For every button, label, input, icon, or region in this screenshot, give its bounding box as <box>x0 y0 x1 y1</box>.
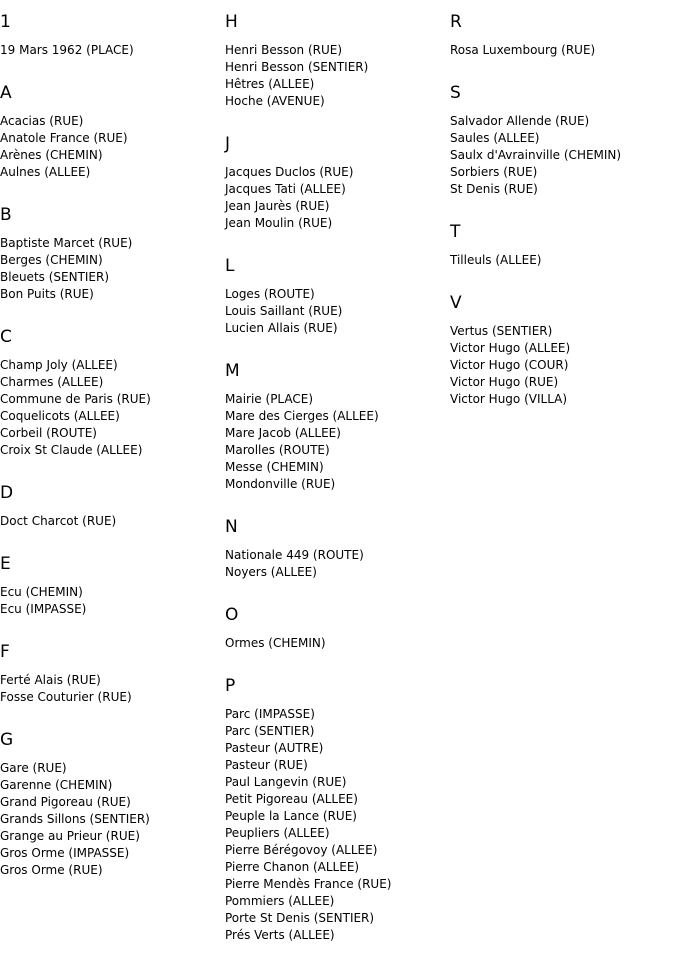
letter-section <box>225 134 450 232</box>
street-list <box>225 164 450 232</box>
street-link[interactable]: Gros Orme (IMPASSE) <box>0 846 130 860</box>
street-list <box>450 113 675 198</box>
letter-section <box>225 605 450 652</box>
street-list <box>0 672 225 706</box>
section-letter-heading: J <box>225 134 231 154</box>
letter-section <box>0 642 225 706</box>
street-link[interactable]: Victor Hugo (COUR) <box>450 358 569 372</box>
street-list <box>450 42 675 59</box>
street-link[interactable]: Ecu (CHEMIN) <box>0 585 83 599</box>
street-link[interactable]: Saules (ALLEE) <box>450 131 540 145</box>
street-link[interactable]: Marolles (ROUTE) <box>225 443 330 457</box>
street-link[interactable]: Louis Saillant (RUE) <box>225 304 343 318</box>
street-link[interactable]: Peuple la Lance (RUE) <box>225 809 357 823</box>
street-link[interactable]: Bleuets (SENTIER) <box>0 270 110 284</box>
street-link[interactable]: Parc (SENTIER) <box>225 724 315 738</box>
street-link[interactable]: Nationale 449 (ROUTE) <box>225 548 364 562</box>
street-link[interactable]: Mare des Cierges (ALLEE) <box>225 409 379 423</box>
section-letter-heading: 1 <box>0 12 11 32</box>
letter-section <box>225 256 450 337</box>
section-letter-heading: T <box>450 222 461 242</box>
letter-section <box>0 554 225 618</box>
street-link[interactable]: Pierre Bérégovoy (ALLEE) <box>225 843 378 857</box>
street-link[interactable]: Victor Hugo (ALLEE) <box>450 341 571 355</box>
street-link[interactable]: Vertus (SENTIER) <box>450 324 553 338</box>
street-link[interactable]: Noyers (ALLEE) <box>225 565 317 579</box>
street-link[interactable]: Saulx d'Avrainville (CHEMIN) <box>450 148 622 162</box>
street-list <box>450 252 675 269</box>
section-letter-heading: N <box>225 517 238 537</box>
street-link[interactable]: Sorbiers (RUE) <box>450 165 538 179</box>
street-link[interactable]: Lucien Allais (RUE) <box>225 321 338 335</box>
section-letter-heading: D <box>0 483 14 503</box>
street-link[interactable]: Grange au Prieur (RUE) <box>0 829 140 843</box>
street-link[interactable]: Tilleuls (ALLEE) <box>450 253 542 267</box>
street-list <box>0 513 225 530</box>
section-letter-heading: G <box>0 730 14 750</box>
street-link[interactable]: Parc (IMPASSE) <box>225 707 315 721</box>
street-link[interactable]: Coquelicots (ALLEE) <box>0 409 120 423</box>
street-link[interactable]: Victor Hugo (RUE) <box>450 375 559 389</box>
letter-section <box>0 83 225 181</box>
letter-section <box>0 730 225 879</box>
letter-section <box>450 83 675 198</box>
street-link[interactable]: Mondonville (RUE) <box>225 477 336 491</box>
letter-section <box>0 327 225 459</box>
section-letter-heading: F <box>0 642 10 662</box>
street-link[interactable]: Mare Jacob (ALLEE) <box>225 426 341 440</box>
street-link[interactable]: Pasteur (RUE) <box>225 758 308 772</box>
street-link[interactable]: Porte St Denis (SENTIER) <box>225 911 375 925</box>
street-link[interactable]: Acacias (RUE) <box>0 114 84 128</box>
street-link[interactable]: Croix St Claude (ALLEE) <box>0 443 143 457</box>
letter-section <box>450 222 675 269</box>
section-letter-heading: S <box>450 83 461 103</box>
letter-section <box>0 12 225 59</box>
street-link[interactable]: Jacques Duclos (RUE) <box>225 165 354 179</box>
street-link[interactable]: Victor Hugo (VILLA) <box>450 392 568 406</box>
street-list <box>450 323 675 408</box>
street-link[interactable]: Gros Orme (RUE) <box>0 863 103 877</box>
street-link[interactable]: Hêtres (ALLEE) <box>225 77 315 91</box>
street-link[interactable]: Grand Pigoreau (RUE) <box>0 795 131 809</box>
street-link[interactable]: Pierre Mendès France (RUE) <box>225 877 392 891</box>
street-link[interactable]: Champ Joly (ALLEE) <box>0 358 118 372</box>
letter-section <box>450 293 675 408</box>
street-list <box>0 584 225 618</box>
street-link[interactable]: Fosse Couturier (RUE) <box>0 690 132 704</box>
letter-section <box>225 517 450 581</box>
street-link[interactable]: Prés Verts (ALLEE) <box>225 928 335 942</box>
street-link[interactable]: Ferté Alais (RUE) <box>0 673 101 687</box>
section-letter-heading: L <box>225 256 235 276</box>
section-letter-heading: M <box>225 361 240 381</box>
letter-section <box>225 12 450 110</box>
street-list <box>0 235 225 303</box>
street-link[interactable]: Loges (ROUTE) <box>225 287 315 301</box>
street-index-column-1 <box>0 12 225 903</box>
street-link[interactable]: Pierre Chanon (ALLEE) <box>225 860 360 874</box>
street-list <box>225 706 450 944</box>
street-list <box>0 42 225 59</box>
street-list <box>0 760 225 879</box>
section-letter-heading: A <box>0 83 12 103</box>
letter-section <box>0 483 225 530</box>
street-link[interactable]: Mairie (PLACE) <box>225 392 314 406</box>
street-link[interactable]: Jean Moulin (RUE) <box>225 216 333 230</box>
street-link[interactable]: Messe (CHEMIN) <box>225 460 324 474</box>
street-link[interactable]: Corbeil (ROUTE) <box>0 426 97 440</box>
street-link[interactable]: St Denis (RUE) <box>450 182 538 196</box>
street-link[interactable]: Aulnes (ALLEE) <box>0 165 91 179</box>
street-list <box>225 391 450 493</box>
street-link[interactable]: Pommiers (ALLEE) <box>225 894 335 908</box>
street-link[interactable]: 19 Mars 1962 (PLACE) <box>0 43 134 57</box>
street-link[interactable]: Paul Langevin (RUE) <box>225 775 347 789</box>
street-list <box>0 113 225 181</box>
street-list <box>225 547 450 581</box>
street-link[interactable]: Hoche (AVENUE) <box>225 94 325 108</box>
street-list <box>225 42 450 110</box>
letter-section <box>225 361 450 493</box>
section-letter-heading: V <box>450 293 462 313</box>
street-link[interactable]: Bon Puits (RUE) <box>0 287 94 301</box>
street-link[interactable]: Jacques Tati (ALLEE) <box>225 182 346 196</box>
street-link[interactable]: Ecu (IMPASSE) <box>0 602 87 616</box>
street-link[interactable]: Ormes (CHEMIN) <box>225 636 326 650</box>
letter-section <box>450 12 675 59</box>
street-index-column-3 <box>450 12 675 432</box>
section-letter-heading: O <box>225 605 239 625</box>
street-link[interactable]: Petit Pigoreau (ALLEE) <box>225 792 358 806</box>
letter-section <box>0 205 225 303</box>
section-letter-heading: P <box>225 676 236 696</box>
street-link[interactable]: Gare (RUE) <box>0 761 67 775</box>
street-list <box>225 635 450 652</box>
street-list <box>225 286 450 337</box>
street-link[interactable]: Berges (CHEMIN) <box>0 253 103 267</box>
street-link[interactable]: Rosa Luxembourg (RUE) <box>450 43 596 57</box>
street-link[interactable]: Charmes (ALLEE) <box>0 375 104 389</box>
section-letter-heading: C <box>0 327 12 347</box>
street-link[interactable]: Henri Besson (RUE) <box>225 43 343 57</box>
street-link[interactable]: Commune de Paris (RUE) <box>0 392 151 406</box>
street-link[interactable]: Henri Besson (SENTIER) <box>225 60 369 74</box>
street-list <box>0 357 225 459</box>
street-link[interactable]: Anatole France (RUE) <box>0 131 128 145</box>
section-letter-heading: E <box>0 554 11 574</box>
street-link[interactable]: Peupliers (ALLEE) <box>225 826 330 840</box>
street-link[interactable]: Jean Jaurès (RUE) <box>225 199 330 213</box>
letter-section <box>225 676 450 944</box>
street-link[interactable]: Baptiste Marcet (RUE) <box>0 236 133 250</box>
street-link[interactable]: Grands Sillons (SENTIER) <box>0 812 150 826</box>
street-index-column-2 <box>225 12 450 968</box>
street-link[interactable]: Salvador Allende (RUE) <box>450 114 590 128</box>
street-link[interactable]: Garenne (CHEMIN) <box>0 778 113 792</box>
section-letter-heading: R <box>450 12 462 32</box>
section-letter-heading: H <box>225 12 238 32</box>
street-link[interactable]: Pasteur (AUTRE) <box>225 741 324 755</box>
section-letter-heading: B <box>0 205 12 225</box>
street-link[interactable]: Arènes (CHEMIN) <box>0 148 103 162</box>
street-link[interactable]: Doct Charcot (RUE) <box>0 514 117 528</box>
